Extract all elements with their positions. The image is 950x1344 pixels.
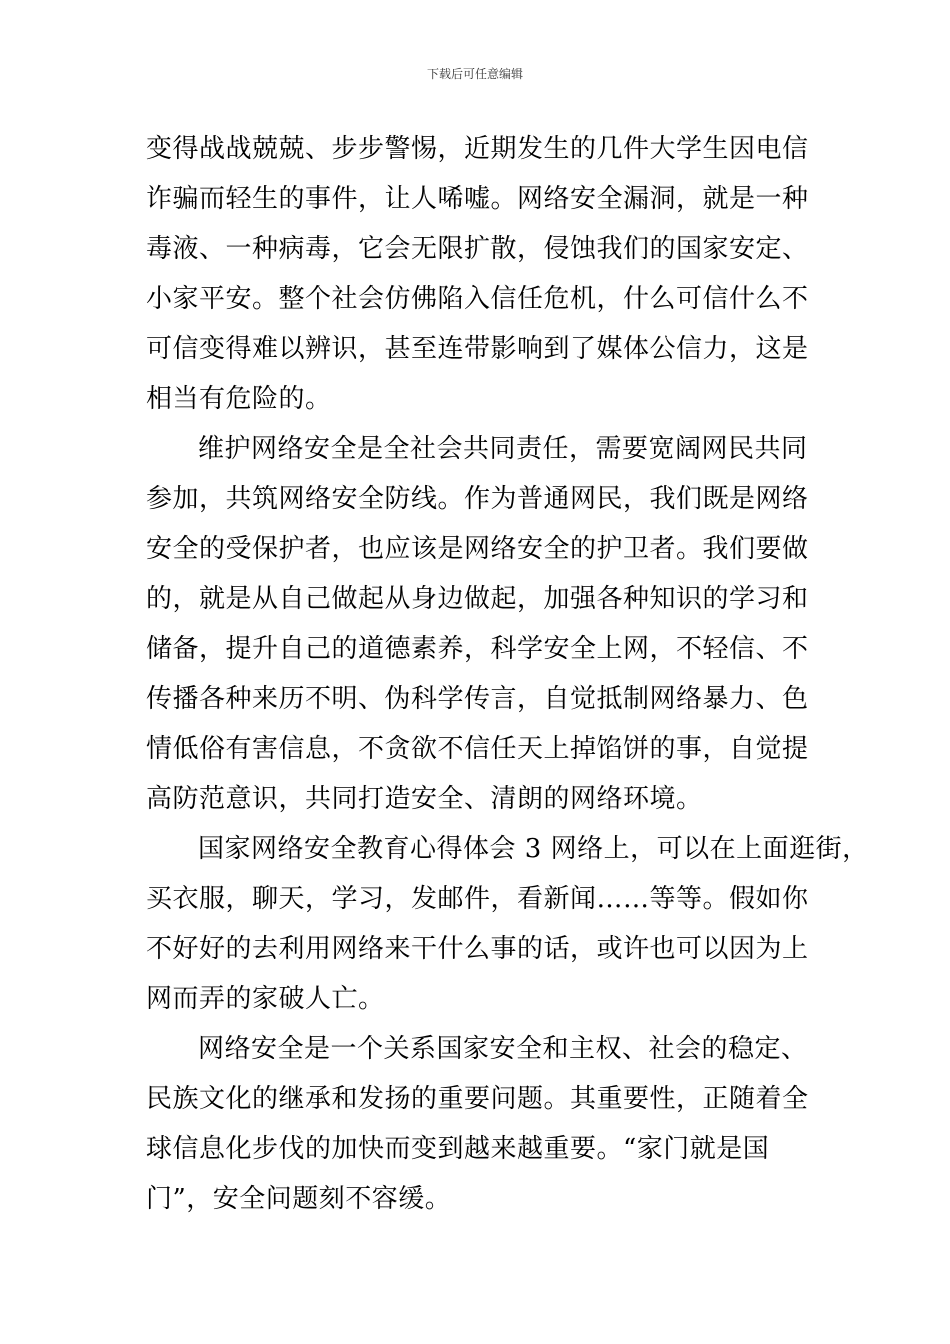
- paragraph-2: [146, 424, 810, 824]
- text-line: 网而弄的家破人亡。: [146, 984, 385, 1014]
- text-line: 门”，安全问题刻不容缓。: [146, 1184, 452, 1214]
- text-line: 变得战战兢兢、步步警惕，近期发生的几件大学生因电信: [146, 134, 809, 164]
- text-line: 国家网络安全教育心得体会 3 网络上，可以在上面逛街，: [198, 834, 869, 864]
- text-line: 相当有危险的。: [146, 384, 332, 414]
- text-line: 高防范意识，共同打造安全、清朗的网络环境。: [146, 784, 703, 814]
- text-line: 情低俗有害信息，不贪欲不信任天上掉馅饼的事，自觉提: [146, 734, 809, 764]
- text-line: 参加，共筑网络安全防线。作为普通网民，我们既是网络: [146, 484, 809, 514]
- text-line: 网络安全是一个关系国家安全和主权、社会的稳定、: [198, 1034, 808, 1064]
- paragraph-4: [146, 1024, 810, 1224]
- text-line: 传播各种来历不明、伪科学传言，自觉抵制网络暴力、色: [146, 684, 809, 714]
- document-body: [146, 124, 869, 1224]
- text-line: 球信息化步伐的加快而变到越来越重要。“家门就是国: [146, 1134, 770, 1164]
- text-line: 买衣服，聊天，学习，发邮件，看新闻……等等。假如你: [146, 884, 809, 914]
- text-line: 不好好的去利用网络来干什么事的话，或许也可以因为上: [146, 934, 809, 964]
- text-line: 可信变得难以辨识，甚至连带影响到了媒体公信力，这是: [146, 334, 809, 364]
- text-line: 的，就是从自己做起从身边做起，加强各种知识的学习和: [146, 584, 809, 614]
- text-line: 安全的受保护者，也应该是网络安全的护卫者。我们要做: [146, 534, 809, 564]
- text-line: 毒液、一种病毒，它会无限扩散，侵蚀我们的国家安定、: [146, 234, 809, 264]
- text-line: 维护网络安全是全社会共同责任，需要宽阔网民共同: [198, 434, 808, 464]
- paragraph-3: [146, 824, 869, 1024]
- text-line: 民族文化的继承和发扬的重要问题。其重要性，正随着全: [146, 1084, 809, 1114]
- text-line: 储备，提升自己的道德素养，科学安全上网，不轻信、不: [146, 634, 809, 664]
- text-line: 小家平安。整个社会仿佛陷入信任危机，什么可信什么不: [146, 284, 809, 314]
- paragraph-1: [146, 124, 810, 424]
- text-line: 诈骗而轻生的事件，让人唏嘘。网络安全漏洞，就是一种: [146, 184, 809, 214]
- header-note: 下载后可任意编辑: [426, 67, 523, 81]
